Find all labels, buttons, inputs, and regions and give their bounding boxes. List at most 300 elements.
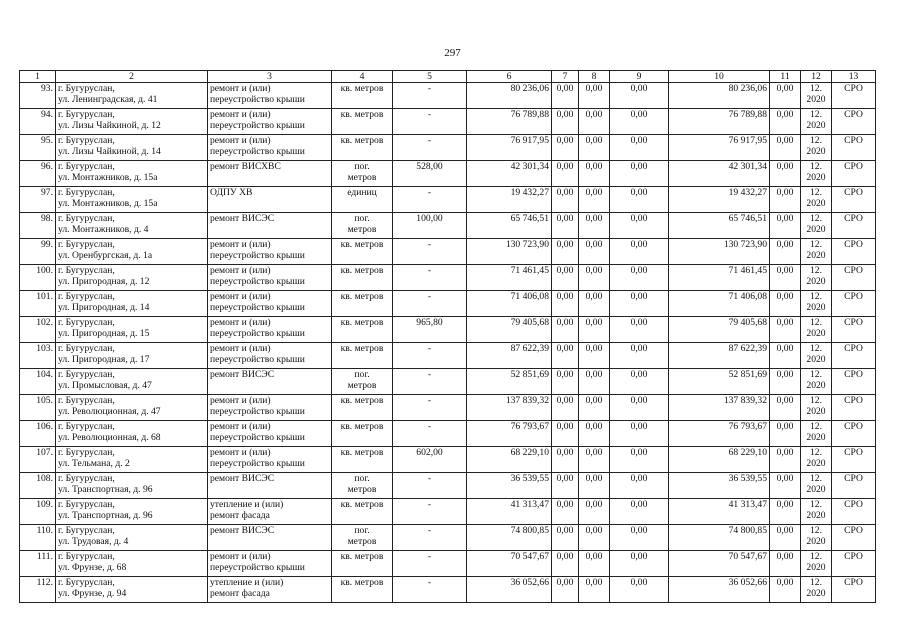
value-cell-col7: 0,00 bbox=[552, 135, 579, 161]
deadline-cell bbox=[801, 187, 832, 213]
work-type-line2: ремонт фасада bbox=[210, 588, 270, 599]
deadline-cell bbox=[801, 369, 832, 395]
method-cell: СРО bbox=[832, 447, 876, 473]
value-cell-col8: 0,00 bbox=[579, 421, 610, 447]
quantity-cell: - bbox=[393, 343, 467, 369]
table-row bbox=[20, 83, 876, 109]
table-row bbox=[20, 213, 876, 239]
address-street: ул. Тельмана, д. 2 bbox=[58, 458, 130, 469]
value-cell-col8: 0,00 bbox=[579, 83, 610, 109]
deadline-cell bbox=[801, 395, 832, 421]
work-type-line1: ремонт и (или) bbox=[210, 291, 271, 302]
total-cost-cell: 36 052,66 bbox=[467, 577, 552, 603]
address-city: г. Бугуруслан, bbox=[58, 369, 115, 380]
work-type-cell bbox=[208, 161, 332, 187]
unit-line1: кв. метров bbox=[340, 265, 384, 276]
row-number: 97. bbox=[20, 187, 56, 213]
deadline-year: 2020 bbox=[806, 536, 826, 547]
value-cell-col10: 137 839,32 bbox=[669, 395, 770, 421]
deadline-year: 2020 bbox=[806, 588, 826, 599]
total-cost-cell: 36 539,55 bbox=[467, 473, 552, 499]
quantity-cell: 965,80 bbox=[393, 317, 467, 343]
address-street: ул. Промысловая, д. 47 bbox=[58, 380, 152, 391]
deadline-month: 12. bbox=[810, 109, 822, 120]
value-cell-col10: 42 301,34 bbox=[669, 161, 770, 187]
quantity-cell: - bbox=[393, 239, 467, 265]
table-row bbox=[20, 109, 876, 135]
work-type-cell bbox=[208, 577, 332, 603]
address-street: ул. Транспортная, д. 96 bbox=[58, 484, 153, 495]
work-type-line1: ОДПУ ХВ bbox=[210, 187, 253, 198]
value-cell-col10: 76 793,67 bbox=[669, 421, 770, 447]
address-street: ул. Транспортная, д. 96 bbox=[58, 510, 153, 521]
value-cell-col8: 0,00 bbox=[579, 577, 610, 603]
value-cell-col10: 19 432,27 bbox=[669, 187, 770, 213]
address-street: ул. Ленинградская, д. 41 bbox=[58, 94, 158, 105]
address-city: г. Бугуруслан, bbox=[58, 525, 115, 536]
value-cell-col11: 0,00 bbox=[770, 343, 801, 369]
work-type-cell bbox=[208, 291, 332, 317]
row-number: 110. bbox=[20, 525, 56, 551]
value-cell-col9: 0,00 bbox=[610, 343, 669, 369]
unit-line2: метров bbox=[347, 484, 377, 495]
unit-line1: пог. bbox=[354, 161, 370, 172]
quantity-cell: - bbox=[393, 551, 467, 577]
table-row bbox=[20, 135, 876, 161]
deadline-year: 2020 bbox=[806, 328, 826, 339]
value-cell-col9: 0,00 bbox=[610, 447, 669, 473]
quantity-cell: - bbox=[393, 421, 467, 447]
total-cost-cell: 80 236,06 bbox=[467, 83, 552, 109]
value-cell-col9: 0,00 bbox=[610, 109, 669, 135]
address-street: ул. Пригородная, д. 14 bbox=[58, 302, 150, 313]
method-cell: СРО bbox=[832, 109, 876, 135]
deadline-year: 2020 bbox=[806, 458, 826, 469]
unit-line1: кв. метров bbox=[340, 447, 384, 458]
deadline-month: 12. bbox=[810, 291, 822, 302]
table-row bbox=[20, 187, 876, 213]
column-header: 6 bbox=[467, 71, 552, 83]
deadline-month: 12. bbox=[810, 577, 822, 588]
address-street: ул. Революционная, д. 47 bbox=[58, 406, 161, 417]
value-cell-col9: 0,00 bbox=[610, 525, 669, 551]
deadline-month: 12. bbox=[810, 525, 822, 536]
deadline-month: 12. bbox=[810, 83, 822, 94]
table-row bbox=[20, 421, 876, 447]
value-cell-col8: 0,00 bbox=[579, 551, 610, 577]
total-cost-cell: 130 723,90 bbox=[467, 239, 552, 265]
address-cell bbox=[56, 109, 208, 135]
work-type-line2: переустройство крыши bbox=[210, 354, 305, 365]
address-city: г. Бугуруслан, bbox=[58, 473, 115, 484]
row-number: 109. bbox=[20, 499, 56, 525]
value-cell-col7: 0,00 bbox=[552, 109, 579, 135]
total-cost-cell: 70 547,67 bbox=[467, 551, 552, 577]
address-city: г. Бугуруслан, bbox=[58, 239, 115, 250]
total-cost-cell: 19 432,27 bbox=[467, 187, 552, 213]
work-type-line1: утепление и (или) bbox=[210, 577, 284, 588]
work-type-cell bbox=[208, 83, 332, 109]
address-cell bbox=[56, 551, 208, 577]
total-cost-cell: 76 789,88 bbox=[467, 109, 552, 135]
value-cell-col11: 0,00 bbox=[770, 265, 801, 291]
address-city: г. Бугуруслан, bbox=[58, 395, 115, 406]
unit-line1: кв. метров bbox=[340, 239, 384, 250]
work-type-line1: ремонт и (или) bbox=[210, 551, 271, 562]
quantity-cell: - bbox=[393, 265, 467, 291]
value-cell-col10: 71 406,08 bbox=[669, 291, 770, 317]
unit-cell bbox=[332, 499, 393, 525]
address-street: ул. Пригородная, д. 12 bbox=[58, 276, 150, 287]
deadline-year: 2020 bbox=[806, 94, 826, 105]
unit-line2: метров bbox=[347, 380, 377, 391]
deadline-year: 2020 bbox=[806, 250, 826, 261]
deadline-year: 2020 bbox=[806, 354, 826, 365]
row-number: 105. bbox=[20, 395, 56, 421]
unit-line2: метров bbox=[347, 536, 377, 547]
address-city: г. Бугуруслан, bbox=[58, 447, 115, 458]
deadline-year: 2020 bbox=[806, 406, 826, 417]
work-type-line2: переустройство крыши bbox=[210, 458, 305, 469]
deadline-year: 2020 bbox=[806, 562, 826, 573]
unit-line1: кв. метров bbox=[340, 343, 384, 354]
value-cell-col11: 0,00 bbox=[770, 317, 801, 343]
value-cell-col9: 0,00 bbox=[610, 239, 669, 265]
address-street: ул. Революционная, д. 68 bbox=[58, 432, 161, 443]
value-cell-col11: 0,00 bbox=[770, 499, 801, 525]
address-cell bbox=[56, 421, 208, 447]
value-cell-col11: 0,00 bbox=[770, 83, 801, 109]
deadline-year: 2020 bbox=[806, 276, 826, 287]
method-cell: СРО bbox=[832, 317, 876, 343]
deadline-cell bbox=[801, 291, 832, 317]
quantity-cell: 100,00 bbox=[393, 213, 467, 239]
table-row bbox=[20, 577, 876, 603]
value-cell-col10: 76 917,95 bbox=[669, 135, 770, 161]
value-cell-col7: 0,00 bbox=[552, 551, 579, 577]
unit-line1: кв. метров bbox=[340, 551, 384, 562]
address-cell bbox=[56, 499, 208, 525]
unit-line1: кв. метров bbox=[340, 395, 384, 406]
table-row bbox=[20, 265, 876, 291]
unit-line1: пог. bbox=[354, 473, 370, 484]
value-cell-col8: 0,00 bbox=[579, 213, 610, 239]
address-city: г. Бугуруслан, bbox=[58, 291, 115, 302]
quantity-cell: - bbox=[393, 525, 467, 551]
value-cell-col11: 0,00 bbox=[770, 291, 801, 317]
unit-cell bbox=[332, 161, 393, 187]
total-cost-cell: 41 313,47 bbox=[467, 499, 552, 525]
value-cell-col9: 0,00 bbox=[610, 499, 669, 525]
total-cost-cell: 42 301,34 bbox=[467, 161, 552, 187]
address-street: ул. Лизы Чайкиной, д. 12 bbox=[58, 120, 161, 131]
column-header: 8 bbox=[579, 71, 610, 83]
address-city: г. Бугуруслан, bbox=[58, 421, 115, 432]
value-cell-col11: 0,00 bbox=[770, 161, 801, 187]
total-cost-cell: 65 746,51 bbox=[467, 213, 552, 239]
table-row bbox=[20, 473, 876, 499]
deadline-month: 12. bbox=[810, 135, 822, 146]
value-cell-col9: 0,00 bbox=[610, 317, 669, 343]
address-city: г. Бугуруслан, bbox=[58, 213, 115, 224]
row-number: 104. bbox=[20, 369, 56, 395]
deadline-cell bbox=[801, 421, 832, 447]
value-cell-col11: 0,00 bbox=[770, 187, 801, 213]
value-cell-col7: 0,00 bbox=[552, 577, 579, 603]
unit-cell bbox=[332, 525, 393, 551]
value-cell-col11: 0,00 bbox=[770, 473, 801, 499]
work-type-cell bbox=[208, 369, 332, 395]
work-type-line1: ремонт и (или) bbox=[210, 239, 271, 250]
unit-line1: кв. метров bbox=[340, 421, 384, 432]
table-row bbox=[20, 447, 876, 473]
address-street: ул. Пригородная, д. 15 bbox=[58, 328, 150, 339]
deadline-cell bbox=[801, 551, 832, 577]
value-cell-col11: 0,00 bbox=[770, 551, 801, 577]
work-type-cell bbox=[208, 525, 332, 551]
address-city: г. Бугуруслан, bbox=[58, 317, 115, 328]
value-cell-col11: 0,00 bbox=[770, 577, 801, 603]
value-cell-col10: 87 622,39 bbox=[669, 343, 770, 369]
value-cell-col10: 70 547,67 bbox=[669, 551, 770, 577]
deadline-month: 12. bbox=[810, 265, 822, 276]
address-cell bbox=[56, 577, 208, 603]
row-number: 103. bbox=[20, 343, 56, 369]
work-type-cell bbox=[208, 343, 332, 369]
work-type-line2: ремонт фасада bbox=[210, 510, 270, 521]
address-city: г. Бугуруслан, bbox=[58, 109, 115, 120]
address-cell bbox=[56, 369, 208, 395]
quantity-cell: 528,00 bbox=[393, 161, 467, 187]
method-cell: СРО bbox=[832, 473, 876, 499]
unit-cell bbox=[332, 135, 393, 161]
work-type-line1: ремонт и (или) bbox=[210, 83, 271, 94]
method-cell: СРО bbox=[832, 213, 876, 239]
deadline-month: 12. bbox=[810, 447, 822, 458]
total-cost-cell: 87 622,39 bbox=[467, 343, 552, 369]
value-cell-col10: 79 405,68 bbox=[669, 317, 770, 343]
column-header: 4 bbox=[332, 71, 393, 83]
address-cell bbox=[56, 213, 208, 239]
work-type-cell bbox=[208, 421, 332, 447]
work-type-line2: переустройство крыши bbox=[210, 406, 305, 417]
value-cell-col10: 76 789,88 bbox=[669, 109, 770, 135]
work-type-cell bbox=[208, 187, 332, 213]
quantity-cell: - bbox=[393, 499, 467, 525]
deadline-year: 2020 bbox=[806, 224, 826, 235]
value-cell-col8: 0,00 bbox=[579, 161, 610, 187]
value-cell-col7: 0,00 bbox=[552, 239, 579, 265]
work-type-line1: ремонт и (или) bbox=[210, 343, 271, 354]
address-cell bbox=[56, 161, 208, 187]
work-type-line1: ремонт и (или) bbox=[210, 317, 271, 328]
value-cell-col7: 0,00 bbox=[552, 265, 579, 291]
work-type-line1: ремонт ВИСЭС bbox=[210, 369, 275, 380]
unit-cell bbox=[332, 395, 393, 421]
total-cost-cell: 68 229,10 bbox=[467, 447, 552, 473]
unit-cell bbox=[332, 447, 393, 473]
unit-line1: кв. метров bbox=[340, 291, 384, 302]
row-number: 111. bbox=[20, 551, 56, 577]
address-city: г. Бугуруслан, bbox=[58, 83, 115, 94]
value-cell-col9: 0,00 bbox=[610, 473, 669, 499]
deadline-cell bbox=[801, 473, 832, 499]
work-type-line2: переустройство крыши bbox=[210, 120, 305, 131]
row-number: 99. bbox=[20, 239, 56, 265]
row-number: 107. bbox=[20, 447, 56, 473]
column-header: 2 bbox=[56, 71, 208, 83]
work-type-cell bbox=[208, 395, 332, 421]
method-cell: СРО bbox=[832, 187, 876, 213]
deadline-month: 12. bbox=[810, 369, 822, 380]
value-cell-col7: 0,00 bbox=[552, 473, 579, 499]
value-cell-col7: 0,00 bbox=[552, 161, 579, 187]
deadline-month: 12. bbox=[810, 343, 822, 354]
work-type-line1: ремонт и (или) bbox=[210, 265, 271, 276]
unit-cell bbox=[332, 551, 393, 577]
value-cell-col10: 36 052,66 bbox=[669, 577, 770, 603]
work-type-cell bbox=[208, 109, 332, 135]
unit-cell bbox=[332, 213, 393, 239]
address-street: ул. Оренбургская, д. 1а bbox=[58, 250, 153, 261]
method-cell: СРО bbox=[832, 577, 876, 603]
method-cell: СРО bbox=[832, 551, 876, 577]
deadline-year: 2020 bbox=[806, 484, 826, 495]
value-cell-col9: 0,00 bbox=[610, 213, 669, 239]
total-cost-cell: 52 851,69 bbox=[467, 369, 552, 395]
deadline-cell bbox=[801, 343, 832, 369]
work-type-cell bbox=[208, 265, 332, 291]
address-street: ул. Фрунзе, д. 94 bbox=[58, 588, 127, 599]
quantity-cell: - bbox=[393, 577, 467, 603]
value-cell-col11: 0,00 bbox=[770, 525, 801, 551]
value-cell-col9: 0,00 bbox=[610, 369, 669, 395]
value-cell-col7: 0,00 bbox=[552, 525, 579, 551]
value-cell-col10: 36 539,55 bbox=[669, 473, 770, 499]
deadline-month: 12. bbox=[810, 239, 822, 250]
value-cell-col9: 0,00 bbox=[610, 161, 669, 187]
work-type-line2: переустройство крыши bbox=[210, 328, 305, 339]
row-number: 94. bbox=[20, 109, 56, 135]
work-type-cell bbox=[208, 213, 332, 239]
unit-cell bbox=[332, 265, 393, 291]
deadline-cell bbox=[801, 317, 832, 343]
method-cell: СРО bbox=[832, 265, 876, 291]
table-row bbox=[20, 317, 876, 343]
unit-line1: пог. bbox=[354, 213, 370, 224]
row-number: 100. bbox=[20, 265, 56, 291]
deadline-month: 12. bbox=[810, 213, 822, 224]
address-city: г. Бугуруслан, bbox=[58, 551, 115, 562]
value-cell-col9: 0,00 bbox=[610, 83, 669, 109]
total-cost-cell: 76 793,67 bbox=[467, 421, 552, 447]
address-street: ул. Трудовая, д. 4 bbox=[58, 536, 129, 547]
deadline-year: 2020 bbox=[806, 120, 826, 131]
address-city: г. Бугуруслан, bbox=[58, 265, 115, 276]
address-cell bbox=[56, 343, 208, 369]
value-cell-col10: 74 800,85 bbox=[669, 525, 770, 551]
method-cell: СРО bbox=[832, 525, 876, 551]
address-city: г. Бугуруслан, bbox=[58, 135, 115, 146]
unit-line1: кв. метров bbox=[340, 317, 384, 328]
address-cell bbox=[56, 525, 208, 551]
address-cell bbox=[56, 135, 208, 161]
value-cell-col11: 0,00 bbox=[770, 239, 801, 265]
method-cell: СРО bbox=[832, 291, 876, 317]
quantity-cell: - bbox=[393, 135, 467, 161]
method-cell: СРО bbox=[832, 83, 876, 109]
deadline-cell bbox=[801, 239, 832, 265]
unit-line2: метров bbox=[347, 172, 377, 183]
work-type-cell bbox=[208, 499, 332, 525]
deadline-year: 2020 bbox=[806, 510, 826, 521]
deadline-year: 2020 bbox=[806, 380, 826, 391]
column-header: 3 bbox=[208, 71, 332, 83]
value-cell-col9: 0,00 bbox=[610, 135, 669, 161]
row-number: 93. bbox=[20, 83, 56, 109]
work-type-cell bbox=[208, 317, 332, 343]
table-body bbox=[20, 71, 876, 603]
value-cell-col7: 0,00 bbox=[552, 317, 579, 343]
quantity-cell: - bbox=[393, 187, 467, 213]
value-cell-col11: 0,00 bbox=[770, 109, 801, 135]
value-cell-col11: 0,00 bbox=[770, 421, 801, 447]
total-cost-cell: 79 405,68 bbox=[467, 317, 552, 343]
unit-cell bbox=[332, 369, 393, 395]
column-header: 13 bbox=[832, 71, 876, 83]
work-type-line1: ремонт и (или) bbox=[210, 421, 271, 432]
deadline-cell bbox=[801, 161, 832, 187]
deadline-cell bbox=[801, 135, 832, 161]
quantity-cell: - bbox=[393, 473, 467, 499]
value-cell-col9: 0,00 bbox=[610, 421, 669, 447]
deadline-year: 2020 bbox=[806, 198, 826, 209]
address-city: г. Бугуруслан, bbox=[58, 161, 115, 172]
address-cell bbox=[56, 317, 208, 343]
value-cell-col11: 0,00 bbox=[770, 395, 801, 421]
deadline-month: 12. bbox=[810, 317, 822, 328]
method-cell: СРО bbox=[832, 421, 876, 447]
value-cell-col7: 0,00 bbox=[552, 395, 579, 421]
work-type-line2: переустройство крыши bbox=[210, 302, 305, 313]
table-row bbox=[20, 291, 876, 317]
quantity-cell: - bbox=[393, 369, 467, 395]
unit-cell bbox=[332, 343, 393, 369]
unit-line1: единиц bbox=[347, 187, 377, 198]
unit-cell bbox=[332, 239, 393, 265]
page-number: 297 bbox=[444, 47, 461, 59]
table-row bbox=[20, 161, 876, 187]
address-city: г. Бугуруслан, bbox=[58, 499, 115, 510]
column-header: 9 bbox=[610, 71, 669, 83]
value-cell-col7: 0,00 bbox=[552, 369, 579, 395]
value-cell-col10: 71 461,45 bbox=[669, 265, 770, 291]
deadline-cell bbox=[801, 83, 832, 109]
unit-cell bbox=[332, 577, 393, 603]
value-cell-col9: 0,00 bbox=[610, 395, 669, 421]
unit-line1: пог. bbox=[354, 525, 370, 536]
total-cost-cell: 76 917,95 bbox=[467, 135, 552, 161]
work-type-line2: переустройство крыши bbox=[210, 276, 305, 287]
work-type-line1: ремонт ВИСЭС bbox=[210, 525, 275, 536]
address-cell bbox=[56, 447, 208, 473]
value-cell-col8: 0,00 bbox=[579, 395, 610, 421]
work-type-line1: ремонт ВИСЭС bbox=[210, 213, 275, 224]
deadline-cell bbox=[801, 213, 832, 239]
value-cell-col7: 0,00 bbox=[552, 421, 579, 447]
table-row bbox=[20, 395, 876, 421]
total-cost-cell: 74 800,85 bbox=[467, 525, 552, 551]
